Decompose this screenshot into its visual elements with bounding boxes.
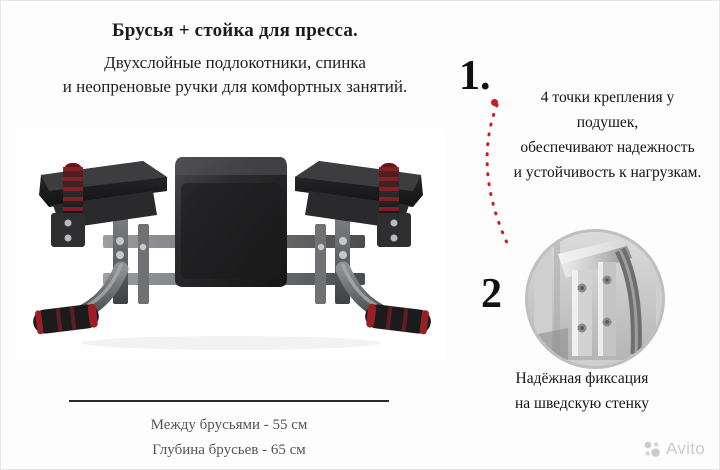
spec-line-1: Между брусьями - 55 см xyxy=(150,417,308,433)
avito-logo-icon xyxy=(643,440,661,458)
spec-divider xyxy=(69,400,389,402)
avito-watermark xyxy=(643,439,705,459)
detail-closeup-circle xyxy=(525,229,665,369)
avito-watermark-text: Avito xyxy=(666,439,705,458)
detail-illustration xyxy=(528,232,656,360)
callout-1-line2: подушек, xyxy=(576,114,639,132)
spec-list xyxy=(49,413,409,463)
callout-text-1 xyxy=(505,85,710,185)
product-illustration xyxy=(17,129,445,361)
detail-caption-line2: на шведскую стенку xyxy=(514,394,650,412)
page-subtitle xyxy=(25,51,445,100)
callout-1-line4: и устойчивость к нагрузкам. xyxy=(513,164,702,182)
product-photo xyxy=(17,129,445,361)
spec-line-2: Глубина брусьев - 65 см xyxy=(152,441,306,458)
callout-number-1: 1. xyxy=(459,53,491,99)
callout-dot-icon xyxy=(491,99,498,106)
page-subtitle-line1: Двухслойные подлокотники, спинка xyxy=(104,52,366,72)
page-title: Брусья + стойка для пресса. xyxy=(112,20,358,41)
callout-1-line1: 4 точки крепления у xyxy=(540,89,675,106)
page-subtitle-line2: и неопреновые ручки для комфортных занятий. xyxy=(62,77,408,97)
callout-1-line3: обеспечивают надежность xyxy=(520,139,695,157)
headline-block xyxy=(25,19,445,100)
callout-number-2: 2 xyxy=(481,271,502,317)
detail-caption-line1: Надёжная фиксация xyxy=(515,370,649,387)
callout-column xyxy=(457,41,707,441)
detail-caption xyxy=(457,367,707,417)
